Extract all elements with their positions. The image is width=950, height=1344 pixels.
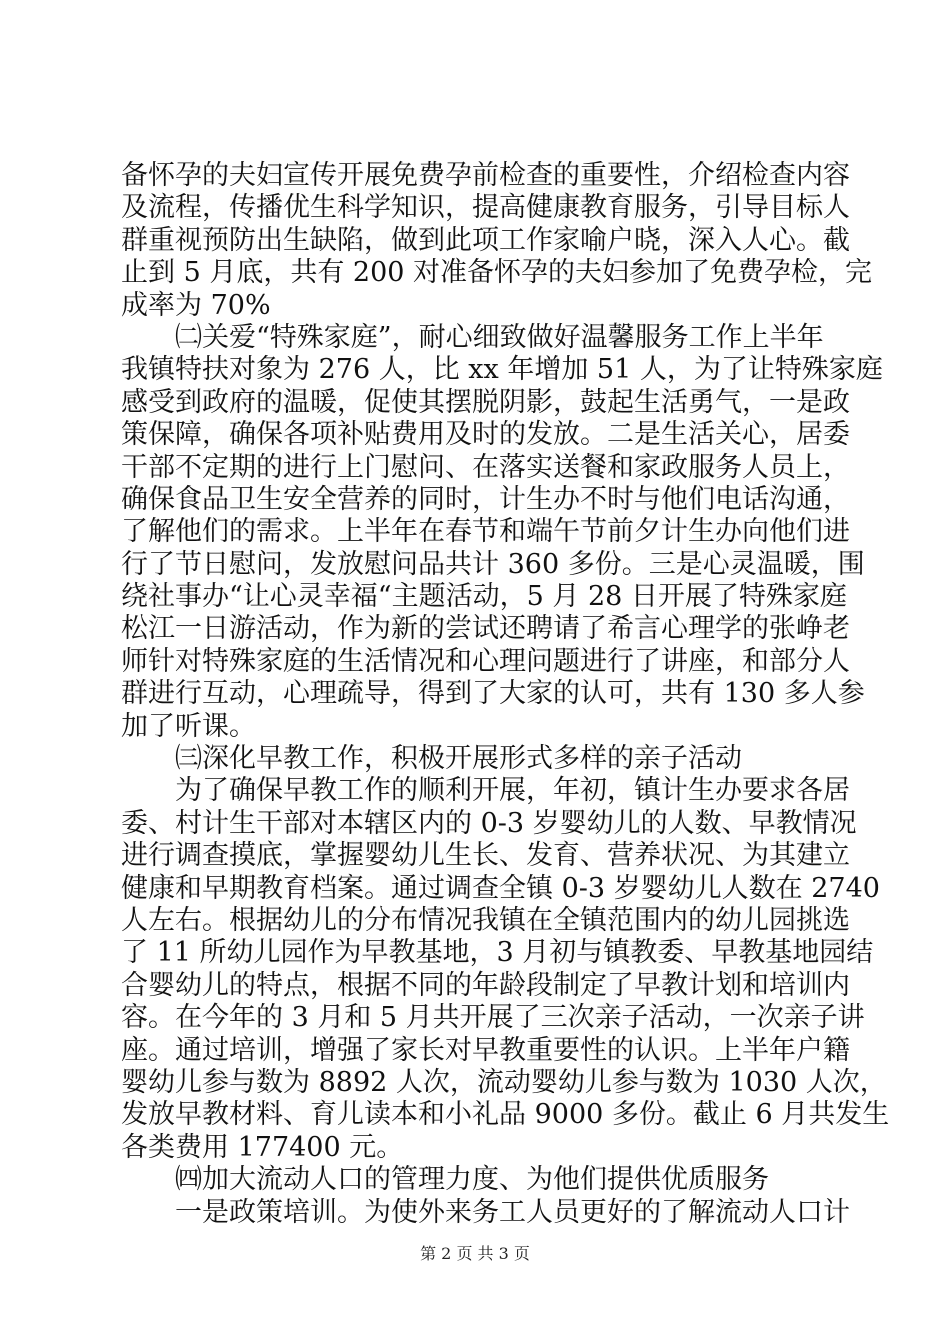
text-line: 合婴幼儿的特点，根据不同的年龄段制定了早教计划和培训内 <box>121 969 850 1001</box>
text-line: 及流程，传播优生科学知识，提高健康教育服务，引导目标人 <box>121 192 850 224</box>
text-line: 群进行互动，心理疏导，得到了大家的认可，共有 130 多人参 <box>121 678 865 710</box>
text-line: 发放早教材料、育儿读本和小礼品 9000 多份。截止 6 月共发生 <box>121 1099 890 1131</box>
text-line: 进行调查摸底，掌握婴幼儿生长、发育、营养状况、为其建立 <box>121 840 850 872</box>
text-line: 备怀孕的夫妇宣传开展免费孕前检查的重要性，介绍检查内容 <box>121 160 850 191</box>
text-line: 座。通过培训，增强了家长对早教重要性的认识。上半年户籍 <box>121 1034 850 1066</box>
text-line: 为了确保早教工作的顺利开展，年初，镇计生办要求各居 <box>121 775 850 807</box>
text-line: 止到 5 月底，共有 200 对准备怀孕的夫妇参加了免费孕检，完 <box>121 257 873 289</box>
text-line: 行了节日慰问，发放慰问品共计 360 多份。三是心灵温暖，围 <box>121 548 865 580</box>
text-line: 绕社事办“让心灵幸福“主题活动，5 月 28 日开展了特殊家庭 <box>121 581 847 613</box>
section-heading-3: ㈢深化早教工作，积极开展形式多样的亲子活动 <box>121 743 742 775</box>
body-text <box>121 160 890 1229</box>
section-heading-2: ㈡关爱“特殊家庭”，耐心细致做好温馨服务工作上半年 <box>121 321 824 353</box>
text-line: 各类费用 177400 元。 <box>121 1131 404 1163</box>
text-line: 健康和早期教育档案。通过调查全镇 0-3 岁婴幼儿人数在 2740 <box>121 872 880 904</box>
text-line: 一是政策培训。为使外来务工人员更好的了解流动人口计 <box>121 1196 850 1228</box>
text-line: 我镇特扶对象为 276 人，比 xx 年增加 51 人，为了让特殊家庭 <box>121 354 883 386</box>
section-heading-4: ㈣加大流动人口的管理力度、为他们提供优质服务 <box>121 1164 769 1196</box>
text-line: 容。在今年的 3 月和 5 月共开展了三次亲子活动，一次亲子讲 <box>121 1002 865 1034</box>
text-line: 了 11 所幼儿园作为早教基地，3 月初与镇教委、早教基地园结 <box>121 937 874 969</box>
text-line: 感受到政府的温暖，促使其摆脱阴影，鼓起生活勇气，一是政 <box>121 386 850 418</box>
text-line: 婴幼儿参与数为 8892 人次，流动婴幼儿参与数为 1030 人次， <box>121 1066 887 1098</box>
text-line: 成率为 70% <box>121 289 271 321</box>
text-line: 委、村计生干部对本辖区内的 0-3 岁婴幼儿的人数、早教情况 <box>121 807 857 839</box>
text-line: 人左右。根据幼儿的分布情况我镇在全镇范围内的幼儿园挑选 <box>121 904 850 936</box>
text-line: 了解他们的需求。上半年在春节和端午节前夕计生办向他们进 <box>121 516 850 548</box>
text-line: 策保障，确保各项补贴费用及时的发放。二是生活关心，居委 <box>121 419 850 451</box>
text-line: 师针对特殊家庭的生活情况和心理问题进行了讲座，和部分人 <box>121 645 850 677</box>
text-line: 干部不定期的进行上门慰问、在落实送餐和家政服务人员上， <box>121 451 850 483</box>
text-line: 群重视预防出生缺陷，做到此项工作家喻户晓，深入人心。截 <box>121 224 850 256</box>
page-footer: 第 2 页 共 3 页 <box>420 1244 530 1263</box>
text-line: 加了听课。 <box>121 710 256 742</box>
text-line: 松江一日游活动，作为新的尝试还聘请了希言心理学的张峥老 <box>121 613 850 645</box>
text-line: 确保食品卫生安全营养的同时，计生办不时与他们电话沟通， <box>121 483 850 515</box>
